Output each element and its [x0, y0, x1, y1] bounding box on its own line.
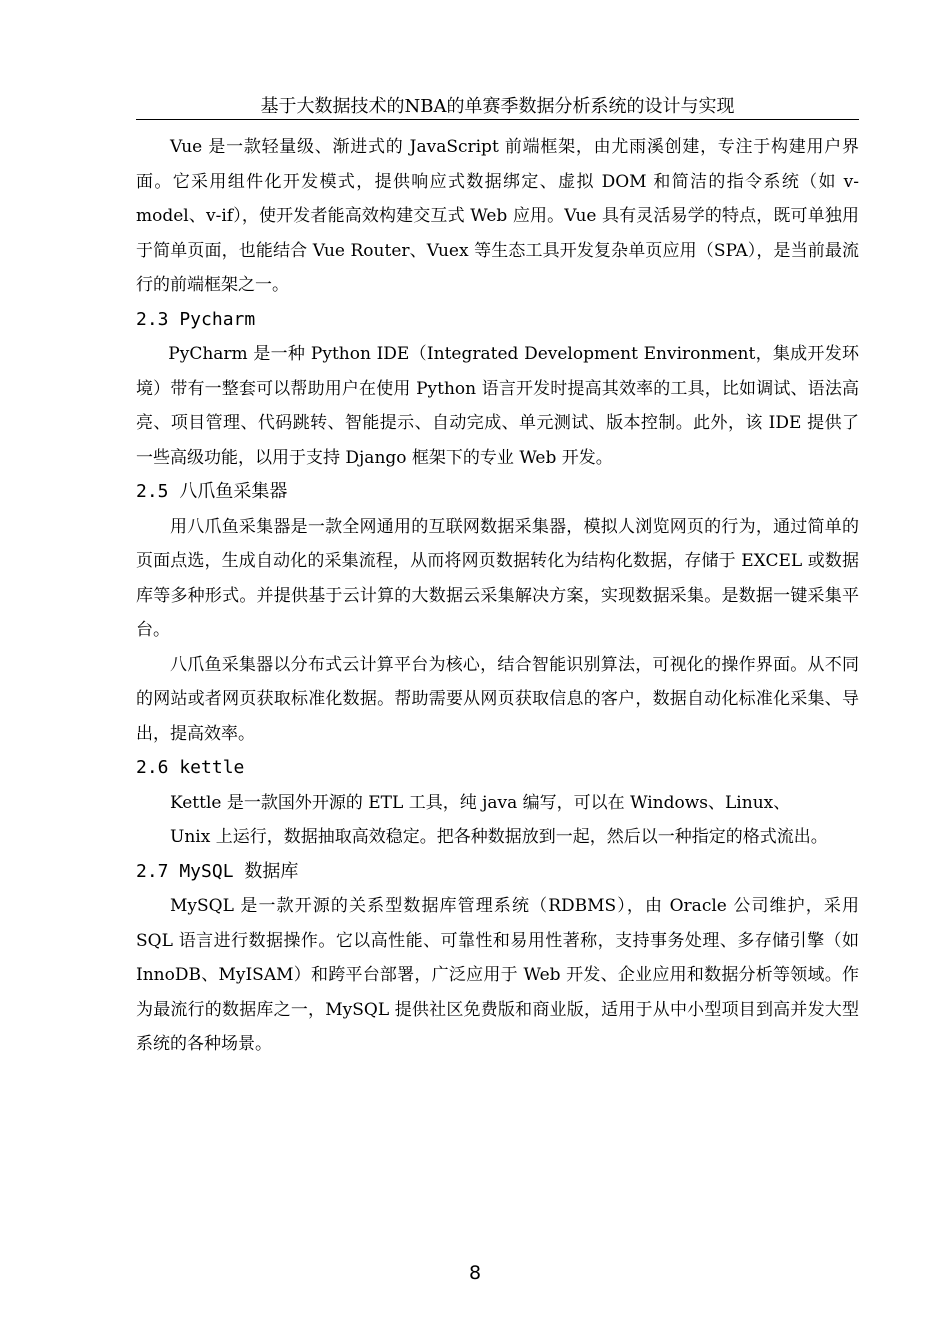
- page-number: 8: [468, 1262, 482, 1284]
- page-header-title: 基于大数据技术的NBA的单赛季数据分析系统的设计与实现: [260, 96, 735, 117]
- document-body: [136, 130, 859, 1062]
- pycharm-paragraph: PyCharm 是一种 Python IDE（Integrated Development Environment，集成开发环境）带有一整套可以帮助用户在使用 Python 语言开发时提高其效率的工具，比如调试、语法高亮、项目管理、代码跳转、智能提示、自动完成、单元测试、版本控制。此外，该 IDE 提供了一些高级功能，以用于支持 Django 框架下的专业 Web 开发。: [136, 344, 859, 468]
- kettle-paragraph-1: Kettle 是一款国外开源的 ETL 工具，纯 java 编写，可以在 Windows、Linux、: [170, 792, 791, 813]
- vue-paragraph: Vue 是一款轻量级、渐进式的 JavaScript 前端框架，由尤雨溪创建，专注于构建用户界面。它采用组件化开发模式，提供响应式数据绑定、虚拟 DOM 和简洁的指令系统（如 v-model、v-if），使开发者能高效构建交互式 Web 应用。Vue 具有灵活易学的特点，既可单独用于简单页面，也能结合 Vue Router、Vuex 等生态工具开发复杂单页应用（SPA），是当前最流行的前端框架之一。: [136, 137, 859, 295]
- bazhuayu-paragraph-1: 用八爪鱼采集器是一款全网通用的互联网数据采集器，模拟人浏览网页的行为，通过简单的页面点选，生成自动化的采集流程，从而将网页数据转化为结构化数据，存储于 EXCEL 或数据库等多种形式。并提供基于云计算的大数据云采集解决方案，实现数据采集。是数据一键采集平台。: [136, 516, 859, 640]
- mysql-paragraph: MySQL 是一款开源的关系型数据库管理系统（RDBMS），由 Oracle 公司维护，采用 SQL 语言进行数据操作。它以高性能、可靠性和易用性著称，支持事务处理、多存储引擎（如 InnoDB、MyISAM）和跨平台部署，广泛应用于 Web 开发、企业应用和数据分析等领域。作为最流行的数据库之一，MySQL 提供社区免费版和商业版，适用于从中小型项目到高并发大型系统的各种场景。: [136, 896, 859, 1054]
- section-heading-bazhuayu: 2.5 八爪鱼采集器: [136, 481, 288, 502]
- kettle-paragraph-2: Unix 上运行，数据抽取高效稳定。把各种数据放到一起，然后以一种指定的格式流出。: [170, 827, 828, 847]
- section-heading-mysql: 2.7 MySQL 数据库: [136, 860, 299, 882]
- section-heading-kettle: 2.6 kettle: [136, 757, 245, 778]
- header-divider: [136, 119, 859, 120]
- section-heading-pycharm: 2.3 Pycharm: [136, 308, 256, 330]
- bazhuayu-paragraph-2: 八爪鱼采集器以分布式云计算平台为核心，结合智能识别算法，可视化的操作界面。从不同的网站或者网页获取标准化数据。帮助需要从网页获取信息的客户，数据自动化标准化采集、导出，提高效率。: [136, 654, 859, 744]
